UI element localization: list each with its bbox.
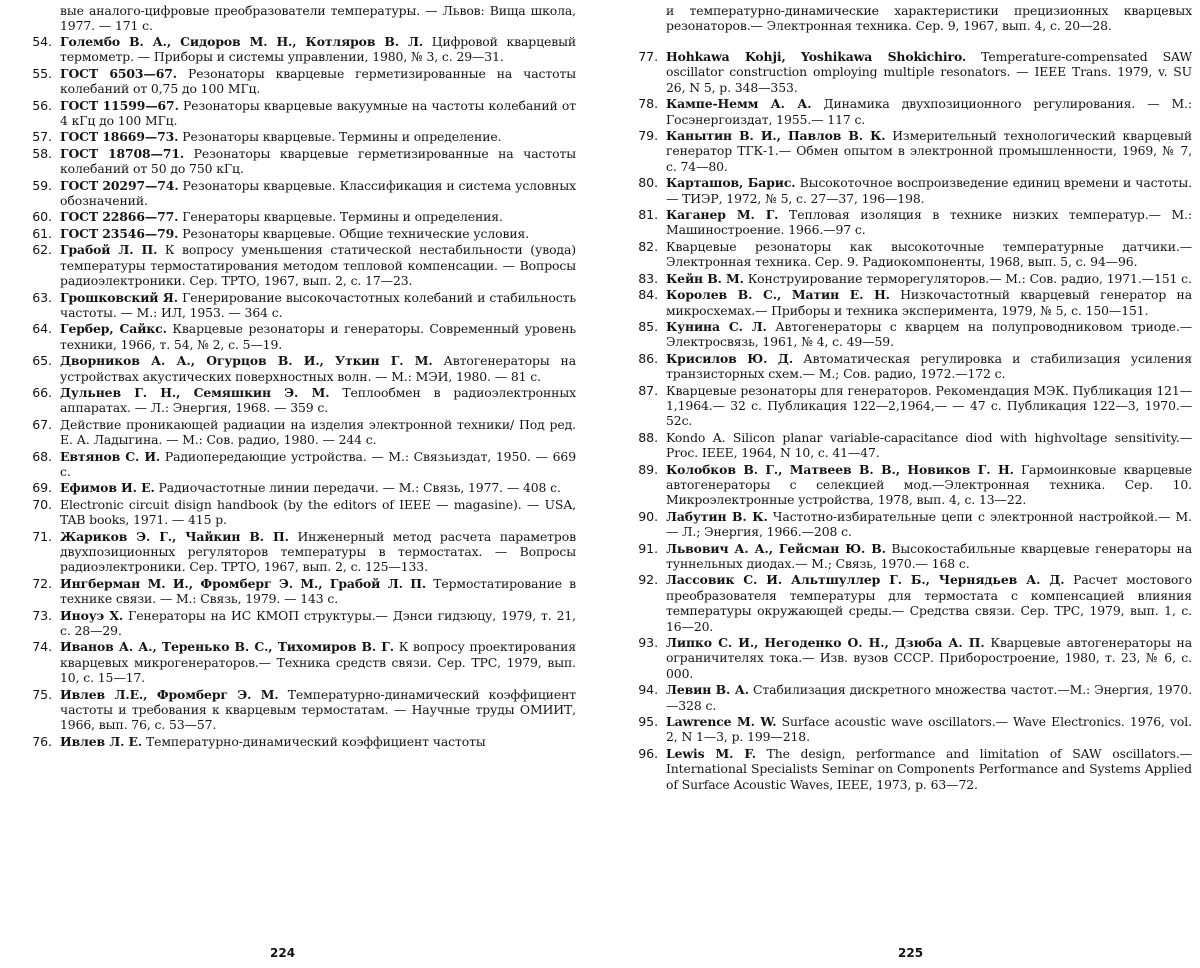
reference-authors: Львович А. А., Гейсман Ю. В. [666, 540, 886, 556]
reference-authors: Ефимов И. Е. [60, 480, 155, 496]
reference-authors: Иноуэ Х. [60, 607, 124, 623]
reference-authors: Грошковский Я. [60, 289, 178, 305]
reference-item [620, 319, 1192, 350]
reference-authors: Дворников А. А., Огурцов В. И., Уткин Г. М. [60, 353, 433, 369]
reference-item [620, 287, 1192, 318]
reference-number: 56. [32, 97, 52, 113]
continuation-text: вые аналого-цифровые преобразователи температуры. — Львов: Вища школа, 1977. — 171 с. [60, 3, 576, 34]
reference-number: 74. [32, 639, 52, 655]
reference-authors: ГОСТ 18669—73. [60, 129, 179, 145]
reference-number: 69. [32, 480, 52, 496]
reference-authors: Карташов, Барис. [666, 175, 796, 191]
reference-number: 93. [638, 635, 658, 651]
reference-text: Генераторы на ИС КМОП структуры.— Дэнси гидзюцу, 1979, т. 21, с. 28—29. [60, 607, 576, 639]
reference-authors: Гербер, Сайкс. [60, 321, 167, 337]
reference-number: 90. [638, 508, 658, 524]
reference-item [620, 271, 1192, 286]
reference-number: 70. [32, 496, 52, 512]
reference-item [18, 209, 576, 224]
reference-item [18, 98, 576, 129]
reference-number: 58. [32, 145, 52, 161]
reference-text: Резонаторы кварцевые герметизированные на частоты колебаний от 0,75 до 100 МГц. [60, 65, 576, 97]
reference-authors: Кампе-Немм А. А. [666, 96, 812, 112]
reference-authors: Колобков В. Г., Матвеев В. В., Новиков Г. Н. [666, 461, 1014, 477]
reference-authors: ГОСТ 20297—74. [60, 177, 179, 193]
reference-list [620, 49, 1192, 793]
reference-text: Кварцевые автогенераторы на ограничителях тока.— Изв. вузов СССР. Приборостроение, 1980, т. 23, № 6, с. 000. [666, 635, 1192, 681]
reference-number: 89. [638, 461, 658, 477]
reference-text: Temperature-compensated SAW oscillator construction omploying multiple resonators. — IEEE Trans. 1979, v. SU 26, N 5, p. 348—353. [666, 49, 1192, 95]
reference-text: Температурно-динамический коэффициент частоты [142, 733, 486, 749]
reference-text: Теплообмен в радиоэлектронных аппаратах. — Л.: Энергия, 1968. — 359 с. [60, 384, 576, 416]
reference-number: 73. [32, 607, 52, 623]
reference-text: Действие проникающей радиации на изделия электронной техники/ Под ред. Е. А. Ладыгина. — М.: Сов. радио, 1980. — 244 с. [60, 416, 576, 448]
reference-authors: Ивлев Л. Е. [60, 733, 143, 749]
reference-number: 95. [638, 714, 658, 730]
reference-item [620, 175, 1192, 206]
reference-item [620, 239, 1192, 270]
reference-item [620, 509, 1192, 540]
reference-item [620, 462, 1192, 508]
reference-item [18, 290, 576, 321]
reference-authors: Иванов А. А., Теренько В. С., Тихомиров В. Г. [60, 639, 394, 655]
reference-number: 72. [32, 575, 52, 591]
reference-text: Генерирование высокочастотных колебаний и стабильность частоты. — М.: ИЛ, 1953. — 364 с. [60, 289, 576, 320]
reference-item [18, 129, 576, 144]
reference-text: Автоматическая регулировка и стабилизация усиления транзисторных схем.— М.; Сов. радио, 1972.—172 с. [666, 350, 1193, 382]
reference-number: 57. [32, 129, 52, 145]
reference-item [620, 49, 1192, 95]
reference-item [620, 128, 1192, 174]
reference-text: Гармоинковые кварцевые автогенераторы с селекцией мод.—Электронная техника. Сер. 10. Микроэлектронные устройства, 1978, вып. 4, с. 13—22. [666, 461, 1192, 508]
reference-item [620, 714, 1192, 745]
reference-number: 63. [32, 289, 52, 305]
reference-item [18, 417, 576, 448]
reference-authors: Дульнев Г. Н., Семяшкин Э. М. [60, 384, 330, 400]
reference-text: Радиочастотные линии передачи. — М.: Связь, 1977. — 408 с. [154, 480, 561, 496]
reference-text: Частотно-избирательные цепи с электронной настройкой.— М.— Л.; Энергия, 1966.—208 с. [666, 508, 1192, 540]
reference-number: 71. [32, 528, 52, 544]
reference-text: Electronic circuit disign handbook (by the editors of IEEE — magasine). — USA, TAB books, 1971. — 415 p. [60, 496, 576, 528]
reference-text: Автогенераторы на устройствах акустических поверхностных волн. — М.: МЭИ, 1980. — 81 с. [60, 353, 576, 384]
reference-number: 66. [32, 384, 52, 400]
reference-item [18, 639, 576, 685]
reference-text: Температурно-динамический коэффициент частоты и требования к кварцевым термостатам. — Научные труды ОМИИТ, 1966, вып. 76, с. 53—57. [60, 686, 576, 733]
reference-text: Резонаторы кварцевые. Классификация и система условных обозначений. [60, 177, 576, 209]
reference-authors: Грабой Л. П. [60, 242, 158, 258]
reference-text: К вопросу уменьшения статической нестабильности (увода) температуры термостатирования методом тепловой компенсации. — Вопросы радиоэлектроники. Сер. ТРТО, 1967, вып. 2, с. 17—23. [60, 242, 576, 289]
reference-number: 94. [638, 682, 658, 698]
reference-authors: ГОСТ 23546—79. [60, 225, 179, 241]
reference-authors: Жариков Э. Г., Чайкин В. П. [60, 528, 289, 544]
reference-number: 88. [638, 429, 658, 445]
reference-authors: ГОСТ 11599—67. [60, 97, 179, 113]
reference-text: Конструирование терморегуляторов.— М.: Сов. радио, 1971.—151 с. [743, 270, 1192, 286]
reference-authors: Лабутин В. К. [666, 508, 768, 524]
reference-number: 84. [638, 287, 658, 303]
reference-number: 81. [638, 207, 658, 223]
reference-authors: Евтянов С. И. [60, 448, 161, 464]
reference-item [18, 576, 576, 607]
reference-number: 76. [32, 733, 52, 749]
reference-item [18, 497, 576, 528]
reference-number: 77. [638, 49, 658, 64]
reference-number: 54. [32, 34, 52, 49]
reference-number: 78. [638, 96, 658, 112]
reference-text: Кварцевые резонаторы и генераторы. Современный уровень техники, 1966, т. 54, № 2, с. 5—19. [60, 321, 577, 352]
reference-authors: ГОСТ 6503—67. [60, 65, 177, 81]
reference-authors: Lawrence M. W. [666, 714, 777, 730]
continuation-text: и температурно-динамические характеристики прецизионных кварцевых резонаторов.— Электронная техника. Сер. 9, 1967, вып. 4, с. 20—28. [666, 3, 1192, 34]
reference-text: Автогенераторы с кварцем на полупроводниковом триоде.— Электросвязь, 1961, № 4, с. 49—59. [666, 318, 1192, 350]
reference-text: Расчет мостового преобразователя температуры для термостата с компенсацией влияния температуры окружающей среды.— Средства связи. Сер. ТРС, 1979, вып. 1, с. 16—20. [666, 572, 1192, 634]
reference-authors: Левин В. А. [666, 682, 749, 698]
reference-authors: Крисилов Ю. Д. [666, 350, 794, 366]
reference-number: 62. [32, 242, 52, 258]
reference-item [18, 34, 576, 65]
reference-item [18, 608, 576, 639]
reference-item [620, 351, 1192, 382]
reference-text: Измерительный технологический кварцевый генератор ТГК-1.— Обмен опытом в электронной промышленности, 1969, № 7, с. 74—80. [666, 128, 1193, 174]
right-page [620, 0, 1192, 968]
page-number: 224 [270, 946, 296, 960]
reference-authors: Кейн В. М. [666, 270, 744, 286]
page-number: 225 [898, 946, 924, 960]
reference-item [18, 734, 576, 749]
reference-text: Кварцевые резонаторы для генераторов. Рекомендация МЭК. Публикация 121—1,1964.— 32 с. Публикация 122—2,1964,— — 47 с. Публикация 122—3, 1970.—52с. [666, 382, 1192, 429]
reference-text: Резонаторы кварцевые. Термины и определение. [178, 129, 502, 145]
reference-authors: Lewis M. F. [666, 745, 756, 761]
reference-item [18, 178, 576, 209]
reference-authors: Кунина С. Л. [666, 318, 767, 334]
reference-item [18, 226, 576, 241]
reference-text: The design, performance and limitation of SAW oscillators.— International Specialists Seminar on Components Performance and Systems Applied of Surface Acoustic Waves, IEEE, 1973, p. 63—72. [666, 745, 1192, 792]
reference-text: Высокоточное воспроизведение единиц времени и частоты.— ТИЭР, 1972, № 5, с. 27—37, 196—198. [666, 175, 1192, 206]
reference-item [18, 480, 576, 495]
reference-number: 80. [638, 175, 658, 191]
reference-text: Термостатирование в технике связи. — М.: Связь, 1979. — 143 с. [60, 575, 576, 607]
reference-item [620, 383, 1192, 429]
reference-text: Резонаторы кварцевые. Общие технические условия. [178, 225, 530, 241]
reference-item [18, 146, 576, 177]
reference-text: Радиопередающие устройства. — М.: Связьиздат, 1950. — 669 с. [60, 448, 576, 479]
reference-number: 92. [638, 572, 658, 588]
reference-authors: Липко С. И., Негоденко О. Н., Дзюба А. П. [666, 635, 985, 651]
reference-text: Динамика двухпозиционного регулирования. — М.: Госэнергоиздат, 1955.— 117 с. [666, 96, 1193, 127]
reference-authors: ГОСТ 18708—71. [60, 145, 185, 161]
reference-number: 61. [32, 225, 52, 241]
reference-authors: Голембо В. А., Сидоров М. Н., Котляров В. Л. [60, 34, 424, 49]
reference-number: 55. [32, 65, 52, 81]
reference-number: 59. [32, 177, 52, 193]
reference-text: Резонаторы кварцевые вакуумные на частоты колебаний от 4 кГц до 100 МГц. [60, 97, 576, 129]
reference-number: 86. [638, 350, 658, 366]
reference-item [620, 635, 1192, 681]
reference-item [620, 572, 1192, 634]
reference-text: Резонаторы кварцевые герметизированные на частоты колебаний от 50 до 750 кГц. [60, 145, 576, 177]
reference-number: 64. [32, 321, 52, 337]
reference-authors: Лассовик С. И. Альтшуллер Г. Б., Чернядьев А. Д. [666, 572, 1065, 588]
reference-text: Высокостабильные кварцевые генераторы на туннельных диодах.— М.; Связь, 1970.— 168 с. [666, 540, 1192, 571]
reference-text: Цифровой кварцевый термометр. — Приборы и системы управлении, 1980, № 3, с. 29—31. [60, 34, 576, 65]
reference-authors: Канытин В. И., Павлов В. К. [666, 128, 886, 144]
reference-number: 85. [638, 318, 658, 334]
reference-number: 68. [32, 448, 52, 464]
reference-number: 65. [32, 353, 52, 369]
reference-text: Стабилизация дискретного множества частот.—М.: Энергия, 1970.—328 с. [666, 682, 1192, 713]
reference-item [18, 242, 576, 288]
reference-authors: Hohkawa Kohji, Yoshikawa Shokichiro. [666, 49, 967, 64]
reference-number: 91. [638, 540, 658, 556]
reference-authors: ГОСТ 22866—77. [60, 209, 179, 225]
reference-item [18, 321, 576, 352]
reference-authors: Ингберман М. И., Фромберг Э. М., Грабой Л. П. [60, 575, 427, 591]
reference-text: Генераторы кварцевые. Термины и определения. [178, 209, 503, 225]
reference-number: 83. [638, 270, 658, 286]
reference-number: 96. [638, 745, 658, 761]
reference-item [620, 746, 1192, 792]
reference-item [18, 353, 576, 384]
left-page [18, 0, 576, 968]
reference-item [18, 449, 576, 480]
reference-text: Низкочастотный кварцевый генератор на микросхемах.— Приборы и техника эксперимента, 1979, № 5, с. 150—151. [666, 287, 1192, 318]
reference-number: 60. [32, 209, 52, 225]
reference-item [620, 207, 1192, 238]
reference-item [620, 96, 1192, 127]
reference-list [18, 34, 576, 750]
reference-number: 67. [32, 416, 52, 432]
reference-authors: Королев В. С., Матин Е. Н. [666, 287, 890, 303]
reference-text: Тепловая изоляция в технике низких температур.— М.: Машиностроение. 1966.—97 с. [666, 207, 1193, 238]
reference-text: Кварцевые резонаторы как высокоточные температурные датчики.—Электронная техника. Сер. 9. Радиокомпоненты, 1968, вып. 5, с. 94—96. [666, 238, 1192, 270]
reference-text: Инженерный метод расчета параметров двухпозиционных регуляторов температуры в термостатах. — Вопросы радиоэлектроники. Сер. ТРТО, 1967, вып. 2, с. 125—133. [60, 528, 576, 575]
reference-text: Surface acoustic wave oscillators.— Wave Electronics. 1976, vol. 2, N 1—3, p. 199—218. [666, 714, 1192, 745]
reference-authors: Ивлев Л.Е., Фромберг Э. М. [60, 686, 279, 702]
reference-item [18, 66, 576, 97]
reference-item [18, 529, 576, 575]
reference-authors: Каганер М. Г. [666, 207, 779, 223]
reference-number: 82. [638, 238, 658, 254]
reference-number: 87. [638, 382, 658, 398]
reference-text: К вопросу проектирования кварцевых микрогенераторов.— Техника средств связи. Сер. ТРС, 1979, вып. 10, с. 15—17. [60, 639, 576, 686]
reference-item [620, 541, 1192, 572]
reference-item [18, 385, 576, 416]
reference-number: 75. [32, 686, 52, 702]
reference-item [620, 430, 1192, 461]
reference-text: Kondo A. Silicon planar variable-capacitance diod with highvoltage sensitivity.— Proc. IEEE, 1964, N 10, с. 41—47. [666, 429, 1192, 461]
reference-item [18, 687, 576, 733]
reference-item [620, 682, 1192, 713]
reference-number: 79. [638, 128, 658, 144]
